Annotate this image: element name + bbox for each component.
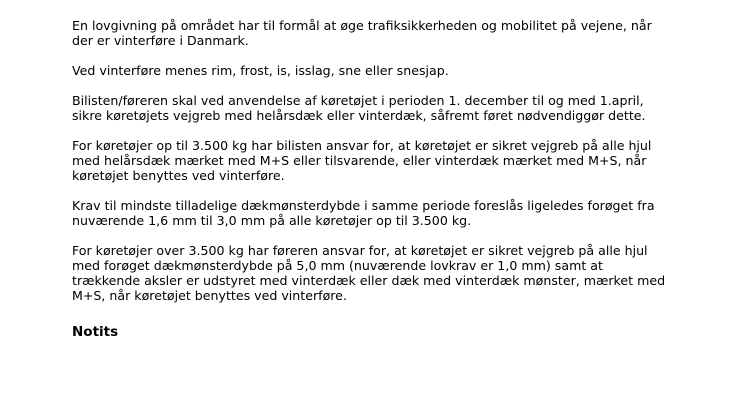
paragraph-heavy-vehicles: For køretøjer over 3.500 kg har føreren ansvar for, at køretøjet er sikret vejgreb på alle hjul med forøget dækmønsterdybde på 5,0 mm (nuværende lovkrav er 1,0 mm) samt at trækkende aksler er udstyret med vinterdæk eller dæk med vinterdæk mønster, mærket med M+S, når køretøjet benyttes ved vinterføre. [72,243,666,303]
paragraph-tread-depth: Krav til mindste tilladelige dækmønsterdybde i samme periode foreslås ligeledes forøget fra nuværende 1,6 mm til 3,0 mm på alle køretøjer op til 3.500 kg. [72,198,655,228]
paragraph-period: Bilisten/føreren skal ved anvendelse af køretøjet i perioden 1. december til og med 1.april, sikre køretøjets vejgreb med helårsdæk eller vinterdæk, såfremt føret nødvendiggør dette. [72,93,646,123]
paragraph-definition: Ved vinterføre menes rim, frost, is, isslag, sne eller snesjap. [72,63,449,78]
paragraph-light-vehicles: For køretøjer op til 3.500 kg har bilisten ansvar for, at køretøjet er sikret vejgreb på alle hjul med helårsdæk mærket med M+S eller tilsvarende, eller vinterdæk mærket med M+S, når køretøjet benyttes ved vinterføre. [72,138,652,183]
paragraph-purpose: En lovgivning på området har til formål at øge trafiksikkerheden og mobilitet på vejene, når der er vinterføre i Danmark. [72,18,652,48]
document-body [72,18,672,354]
notes-heading: Notits [72,324,119,340]
